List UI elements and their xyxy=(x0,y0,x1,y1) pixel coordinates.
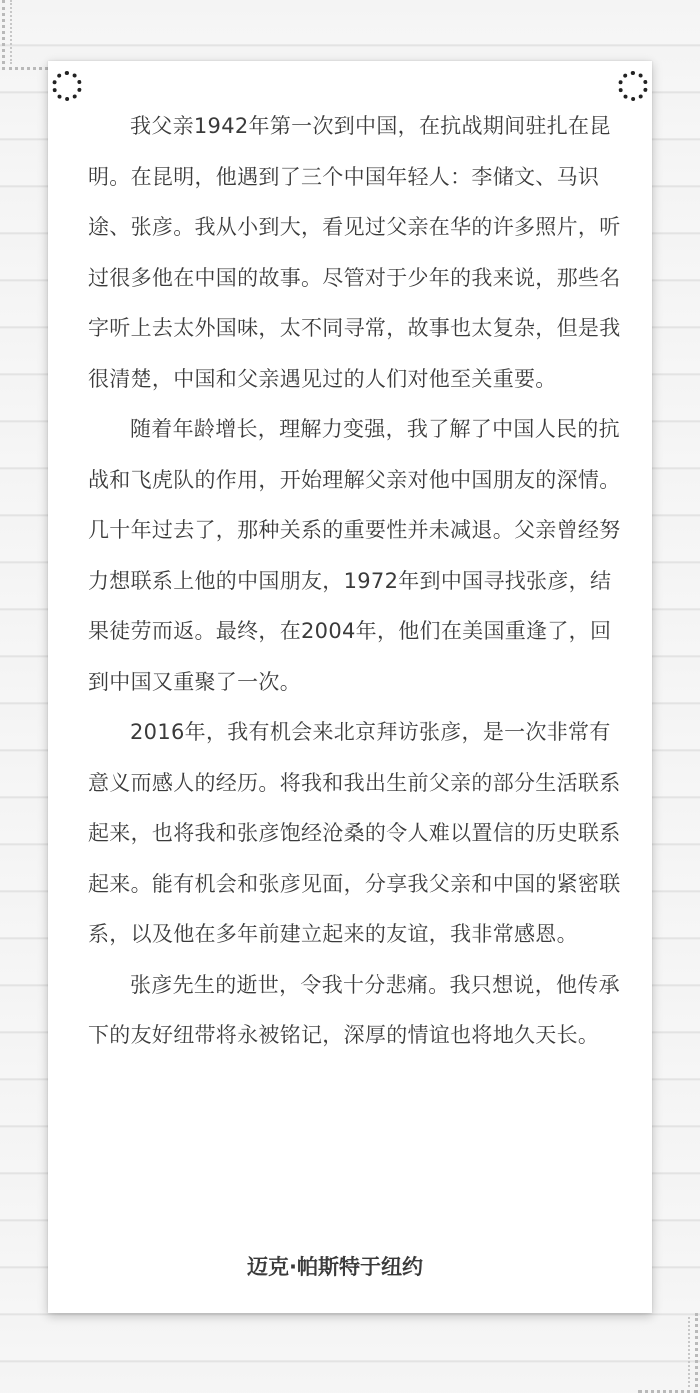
letter-paper xyxy=(48,61,652,1313)
dotted-frame-decoration xyxy=(646,1317,690,1387)
letter-body xyxy=(88,101,622,1061)
binder-hole-icon xyxy=(52,71,82,101)
letter-paragraph: 我父亲1942年第一次到中国，在抗战期间驻扎在昆明。在昆明，他遇到了三个中国年轻人：李储文、马识途、张彦。我从小到大，看见过父亲在华的许多照片，听过很多他在中国的故事。尽管对于少年的我来说，那些名字听上去太外国味，太不同寻常，故事也太复杂，但是我很清楚，中国和父亲遇见过的人们对他至关重要。 xyxy=(88,114,621,391)
letter-paragraph: 张彦先生的逝世，令我十分悲痛。我只想说，他传承下的友好纽带将永被铭记，深厚的情谊也将地久天长。 xyxy=(88,972,620,1047)
letter-paragraph: 2016年，我有机会来北京拜访张彦，是一次非常有意义而感人的经历。将我和我出生前父亲的部分生活联系起来，也将我和张彦饱经沧桑的令人难以置信的历史联系起来。能有机会和张彦见面，分享我父亲和中国的紧密联系，以及他在多年前建立起来的友谊，我非常感恩。 xyxy=(88,720,621,946)
binder-hole-icon xyxy=(618,71,648,101)
dotted-frame-decoration xyxy=(10,0,74,64)
letter-signature: 迈克·帕斯特于纽约 xyxy=(247,1255,423,1279)
letter-paragraph: 随着年龄增长，理解力变强，我了解了中国人民的抗战和飞虎队的作用，开始理解父亲对他中国朋友的深情。几十年过去了，那种关系的重要性并未减退。父亲曾经努力想联系上他的中国朋友，1972年到中国寻找张彦，结果徒劳而返。最终，在2004年，他们在美国重逢了，回到中国又重聚了一次。 xyxy=(88,417,621,694)
